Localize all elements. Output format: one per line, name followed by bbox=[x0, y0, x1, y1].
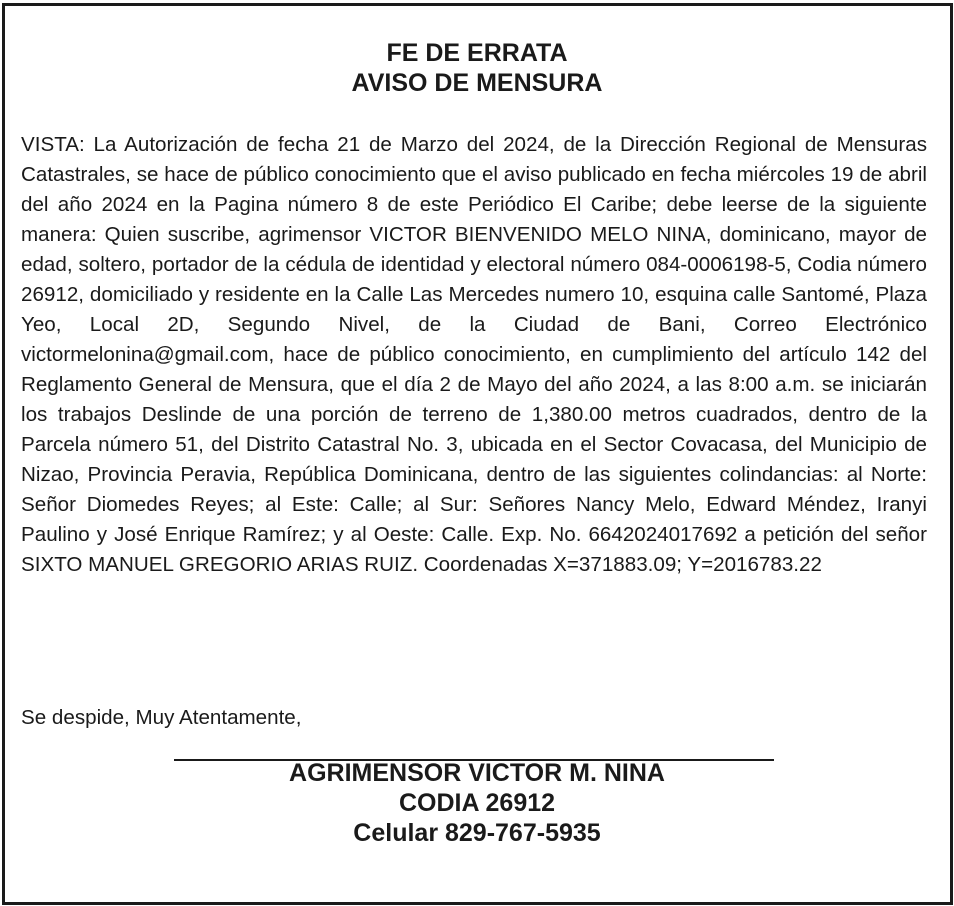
notice-body: VISTA: La Autorización de fecha 21 de Marzo del 2024, de la Dirección Regional de Mensuras Catastrales, se hace de público conocimiento que el aviso publicado en fecha miércoles 19 de abril del año 2024 en la Pagina número 8 de este Periódico El Caribe; debe leerse de la siguiente manera: Quien suscribe, agrimensor VICTOR BIENVENIDO MELO NINA, dominicano, mayor de edad, soltero, portador de la cédula de identidad y electoral número 084-0006198-5, Codia número 26912, domiciliado y residente en la Calle Las Mercedes numero 10, esquina calle Santomé, Plaza Yeo, Local 2D, Segundo Nivel, de la Ciudad de Bani, Correo Electrónico victormelonina@gmail.com, hace de público conocimiento, en cumplimiento del artículo 142 del Reglamento General de Mensura, que el día 2 de Mayo del año 2024, a las 8:00 a.m. se iniciarán los trabajos Deslinde de una porción de terreno de 1,380.00 metros cuadrados, dentro de la Parcela número 51, del Distrito Catastral No. 3, ubicada en el Sector Covacasa, del Municipio de Nizao, Provincia Peravia, República Dominicana, dentro de las siguientes colindancias: al Norte: Señor Diomedes Reyes; al Este: Calle; al Sur: Señores Nancy Melo, Edward Méndez, Iranyi Paulino y José Enrique Ramírez; y al Oeste: Calle. Exp. No. 6642024017692 a petición del señor SIXTO MANUEL GREGORIO ARIAS RUIZ. Coordenadas X=371883.09; Y=2016783.22 bbox=[21, 133, 927, 576]
signature-codia: CODIA 26912 bbox=[398, 789, 556, 817]
notice-subtitle: AVISO DE MENSURA bbox=[351, 69, 603, 97]
signature-block bbox=[0, 758, 954, 848]
closing-text: Se despide, Muy Atentamente, bbox=[21, 706, 302, 729]
notice-heading bbox=[0, 38, 954, 98]
notice-title: FE DE ERRATA bbox=[386, 39, 568, 67]
signature-phone: Celular 829-767-5935 bbox=[353, 819, 601, 847]
signature-name: AGRIMENSOR VICTOR M. NINA bbox=[289, 759, 665, 787]
